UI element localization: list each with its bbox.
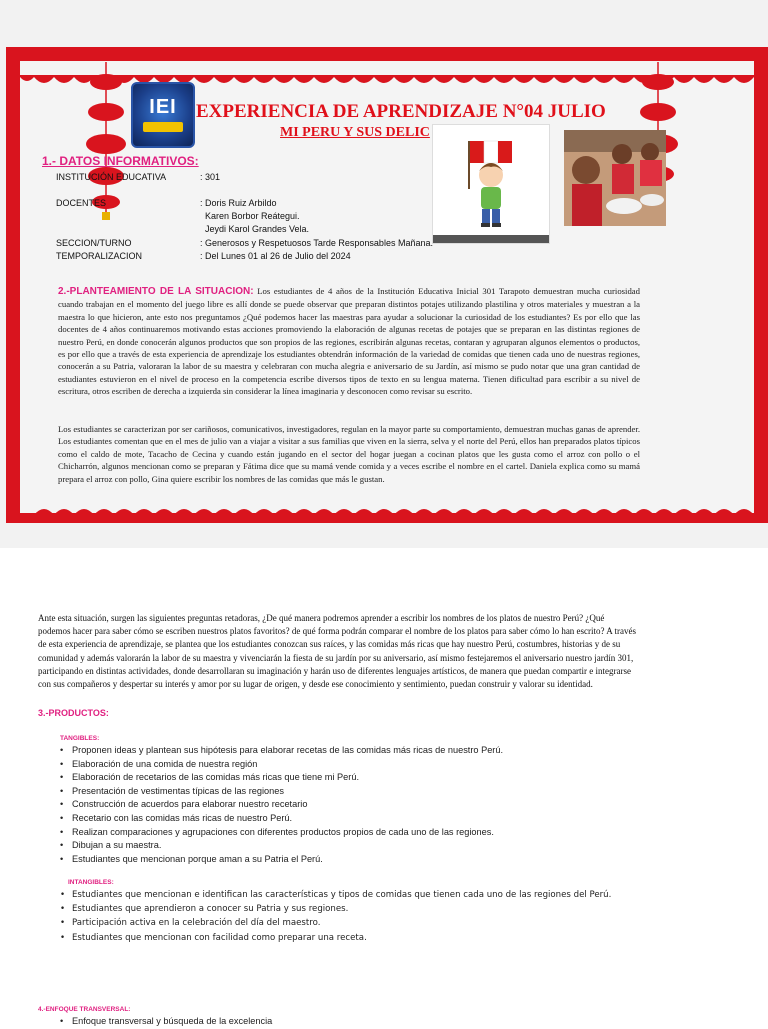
list-item: • Dibujan a su maestra. [58,839,503,853]
planteamiento-heading: 2.-PLANTEAMIENTO DE LA SITUACION: [58,286,254,297]
document-title: EXPERIENCIA DE APRENDIZAJE N°04 JULIO [196,101,606,122]
datos-row-label-seccion: SECCION/TURNO [56,238,132,248]
datos-row-value-docente-1: : Doris Ruiz Arbildo [200,198,277,208]
planteamiento-text-1: Los estudiantes de 4 años de la Institución Educativa Inicial 301 Tarapoto demuestran mucha curiosidad cuando trabajan en el momento del juego libre es allí donde se puede observar que preparan distintos potajes utilizando plastilina y otros materiales y muestran a la maestra lo que hicieron, ante esto nos preguntamos ¿Qué podemos hacer las maestras para ayudar a solucionar la curiosidad de los estudiantes? Es por ello que las docentes de 4 años continuaremos motivando estas acciones promoviendo la elaboración de algunas recetas de potajes que se preparan en las distintas regiones de nuestro Perú, en donde conocerán algunos productos que son propios de las regiones, escribirán algunas recetas, contaran y agruparan algunos elementos o productos, es por ello que a través de esta experiencia de aprendizaje los estudiantes obtendrán información de la variedad de comidas que tienen cada uno de nuestras regiones, conocerán a su Patria, valoraran la labor de su maestra y celebraran con mucha alegria e aniversario de su Jardín, así mismo se pudo notar que una gran cantidad de estudiantes estuvieron en el nivel de proceso en la competencia escribe diversos tipos de texto en su lengua materna. Tienen dificultad para escribir a su nivel de escritura, otros escriben de derecha a izquierda sin considerar la línea imaginaria y desconocen como revisar su escrito. [58,286,640,397]
classroom-photo-graphic [564,130,666,226]
preguntas-retadoras-paragraph: Ante esta situación, surgen las siguientes preguntas retadoras, ¿De qué manera podremos aprender a escribir los nombres de los platos de nuestro Perú? ¿Qué podemos hacer para saber cómo se escriben nuestros platos favoritos? de qué forma podrán comparar el nombre de los platos para saber cómo lo han escrito? A través de esta experiencia de aprendizaje, se plantea que los estudiantes conozcan sus raíces, y las comidas más ricas que hay nuestro Perú, costumbres, historias y de su comunidad y además valorarán la labor de su maestra y vivenciarán la fiesta de su jardín por su aniversario, así mismo festejaremos el aniversario nuestro jardín 301, participando en distintas actividades, donde desarrollaran su imaginación y harán uso de diferentes lenguajes artísticos, de manera que puedan compartir e integrarse con sus compañeros y despertar su interés y amor por su lugar de origen, y desde ese conocimiento y sentimiento, puedan construir y valorar su identidad. [38,613,637,690]
school-logo [131,82,195,148]
logo-banner-shape [143,122,183,132]
list-item: • Recetario con las comidas más ricas de nuestro Perú. [58,812,503,826]
section-datos-informativos-heading: 1.- DATOS INFORMATIVOS: [42,154,199,168]
planteamiento-text-2: Los estudiantes se caracterizan por ser cariñosos, comunicativos, investigadores, regulan en la mayor parte su comportamiento, demuestran muchas ganas de aprender. Los estudiantes comentan que en el mes de julio van a viajar a visitar a sus familias que viven en la sierra, selva y el norte del Perú, ellos han preparados platos típicos como el caldo de mote, Tacacho de Cecina y cuando están jugando en el sector del hogar juegan a cocinan platos que les gusta como el arroz con pollo o el Chicharrón, algunos mencionan como se preparan y Fátima dice que su mamá vende comida y a veces escribe el nombre en el cartel. Daniela explica como su mamá prepara el arroz con pollo, Gina quiere escribir los nombres de las comidas que más le gustan. [58,424,640,484]
intangibles-list [58,888,611,945]
document-subtitle: MI PERU Y SUS DELIC [280,125,430,140]
planteamiento-paragraph-2 [58,423,640,485]
enfoque-list [58,1015,272,1029]
list-item: • Elaboración de una comida de nuestra región [58,758,503,772]
list-item: • Estudiantes que mencionan e identifican las características y tipos de comidas que tienen cada uno de las regiones del Perú. [58,888,611,902]
scallop-bottom-border [20,503,754,517]
datos-row-value-institucion: : 301 [200,172,221,182]
children-eating-photo [564,130,666,226]
enfoque-transversal-heading: 4.-ENFOQUE TRANSVERSAL: [38,1006,131,1013]
list-item: • Participación activa en la celebración del día del maestro. [58,916,611,930]
list-item: • Enfoque transversal y búsqueda de la excelencia [58,1015,272,1029]
boy-flag-illustration [433,125,549,243]
list-item: • Realizan comparaciones y agrupaciones con diferentes productos propios de cada uno de las regiones. [58,826,503,840]
list-item: • Estudiantes que mencionan con facilidad como preparar una receta. [58,931,611,945]
document-page-2 [0,548,768,1024]
productos-heading: 3.-PRODUCTOS: [38,708,109,718]
tangibles-heading: TANGIBLES: [60,735,100,742]
planteamiento-paragraph-1 [58,285,640,398]
datos-row-label-temporalizacion: TEMPORALIZACION [56,251,143,261]
intangibles-heading: INTANGIBLES: [68,879,114,886]
list-item: • Construcción de acuerdos para elaborar nuestro recetario [58,798,503,812]
datos-row-value-temporalizacion: : Del Lunes 01 al 26 de Julio del 2024 [200,251,351,261]
child-with-peru-flag-image [432,124,550,244]
datos-row-value-docente-2: Karen Borbor Reátegui. [205,211,300,221]
datos-row-value-docente-3: Jeydi Karol Grandes Vela. [205,224,310,234]
logo-text: IEI [149,96,177,118]
list-item: • Presentación de vestimentas típicas de las regiones [58,785,503,799]
tangibles-list [58,744,503,866]
list-item: • Estudiantes que mencionan porque aman a su Patria el Perú. [58,853,503,867]
list-item: • Proponen ideas y plantean sus hipótesis para elaborar recetas de las comidas más ricas de nuestro Perú. [58,744,503,758]
datos-row-label-docentes: DOCENTES [56,198,107,208]
list-item: • Elaboración de recetarios de las comidas más ricas que tiene mi Perú. [58,771,503,785]
datos-row-value-seccion: : Generosos y Respetuosos Tarde Responsables Mañana. [200,238,433,248]
list-item: • Estudiantes que aprendieron a conocer su Patria y sus regiones. [58,902,611,916]
image-caption-bar [433,235,549,243]
datos-row-label-institucion: INSTITUCIÓN EDUCATIVA [56,172,167,182]
